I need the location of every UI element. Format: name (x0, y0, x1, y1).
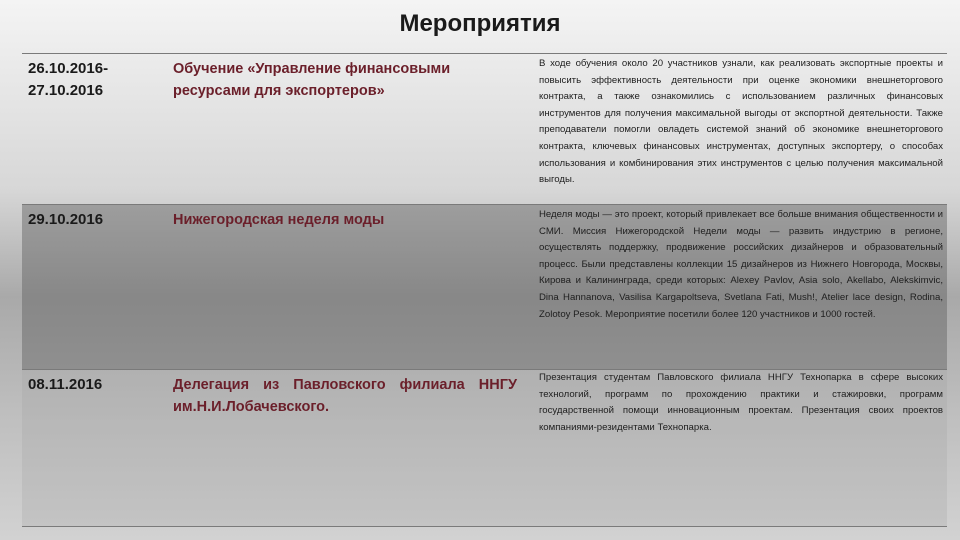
events-table (22, 53, 947, 527)
event-name: Делегация из Павловского филиала ННГУ им.Н.И.Лобачевского. (173, 377, 517, 415)
event-date: 26.10.2016- 27.10.2016 (28, 60, 109, 99)
table-row (22, 205, 947, 370)
page-title: Мероприятия (399, 10, 561, 37)
event-name: Обучение «Управление финансовыми ресурсами для экспортеров» (173, 61, 451, 99)
table-row (22, 370, 947, 527)
event-description: Неделя моды — это проект, который привлекает все больше внимания общественности и СМИ. Миссия Нижегородской Недели моды — развить индустрию в регионе, осуществлять поддержку, продвижение российских дизайнеров и образовательный процесс. Были представлены коллекции 15 дизайнеров из Нижнего Новгорода, Москвы, Кирова и Калининграда, среди которых: Alexey Pavlov, Asia solo, Akellabo, Alekskimvic, Dina Hannanova, Vasilisa Kargapoltseva, Svetlana Fati, Mush!, Atelier lace design, Rodina, Zolotoy Pesok. Мероприятие посетили более 120 участников и 1000 гостей. (539, 209, 943, 320)
event-name: Нижегородская неделя моды (173, 212, 385, 228)
event-description: В ходе обучения около 20 участников узнали, как реализовать экспортные проекты и повысить эффективность деятельности при оценке экономики внешнеторгового контракта, а также ознакомились с использованием различных финансовых инструментов для получения максимальной выгоды от экспортной деятельности. Также преподаватели помогли овладеть системой знаний об экономике внешнеторгового контракта, ключевых финансовых инструментах, доступных экспортеру, о способах использования и комбинирования этих инструментов с целью получения максимальной выгоды. (539, 58, 943, 186)
event-date: 29.10.2016 (28, 211, 104, 228)
table-row (22, 54, 947, 205)
event-description: Презентация студентам Павловского филиала ННГУ Технопарка в сфере высоких технологий, программ по прохождению практики и стажировки, программ государственной помощи инновационным проектам. Презентация своих проектов компаниями-резидентами Технопарка. (539, 372, 943, 433)
event-date: 08.11.2016 (28, 376, 103, 393)
